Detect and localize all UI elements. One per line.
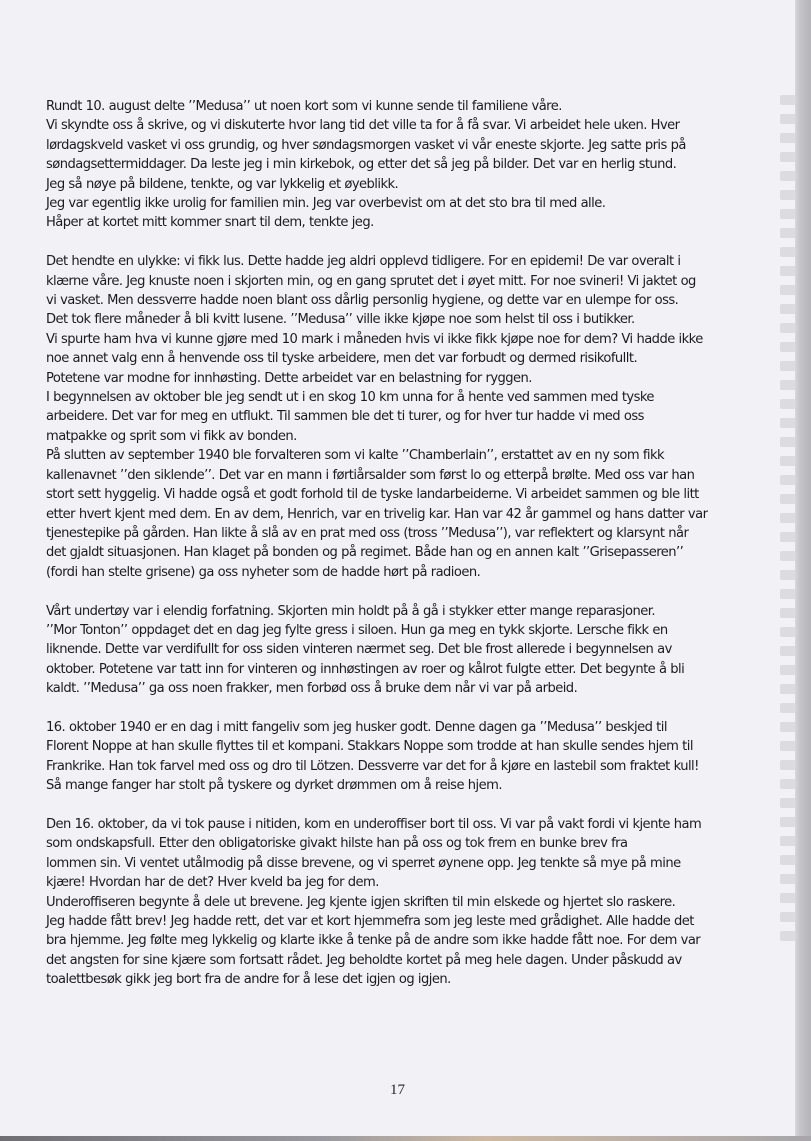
text-line: Håper at kortet mitt kommer snart til dem, tenkte jeg. (46, 215, 374, 231)
text-line: På slutten av september 1940 ble forvalteren som vi kalte ’’Chamberlain’’, erstattet av en ny som fikk (46, 448, 665, 464)
text-line: Vi spurte ham hva vi kunne gjøre med 10 mark i måneden hvis vi ikke fikk kjøpe noe for dem? Vi hadde ikke (46, 331, 703, 347)
text-line: Florent Noppe at han skulle flyttes til et kompani. Stakkars Noppe som trodde at han skulle sendes hjem til (46, 739, 693, 755)
text-line: 16. oktober 1940 er en dag i mitt fangeliv som jeg husker godt. Denne dagen ga ’’Medusa’’ beskjed til (46, 719, 667, 735)
text-line: som ondskapsfull. Etter den obligatoriske givakt hilste han på oss og tok frem en bunke brev fra (46, 836, 628, 852)
text-line: oktober. Potetene var tatt inn for vinteren og innhøstingen av roer og kålrot fulgte etter. Det begynte å bli (46, 661, 685, 677)
page-edge-bottom (0, 1136, 811, 1141)
text-line: (fordi han stelte grisene) ga oss nyheter som de hadde hørt på radioen. (46, 564, 481, 580)
text-line: Frankrike. Han tok farvel med oss og dro til Lötzen. Dessverre var det for å kjøre en lastebil som fraktet kull! (46, 758, 699, 774)
paragraph-lice-and-work (46, 252, 774, 582)
text-line: lørdagskveld vasket vi oss grundig, og hver søndagsmorgen vasket vi vår eneste skjorte. Jeg satte pris på (46, 137, 686, 153)
text-line: matpakke og sprit som vi fikk av bonden. (46, 428, 297, 444)
text-line: Den 16. oktober, da vi tok pause i nitiden, kom en underoffiser bort til oss. Vi var på vakt fordi vi kjente ham (46, 816, 702, 832)
text-line: Det hendte en ulykke: vi fikk lus. Dette hadde jeg aldri opplevd tidligere. For en epidemi! De var overalt i (46, 254, 681, 270)
text-line: stort sett hyggelig. Vi hadde også et godt forhold til de tyske landarbeiderne. Vi arbeidet sammen og ble litt (46, 487, 699, 503)
text-line: Vårt undertøy var i elendig forfatning. Skjorten min holdt på å gå i stykker etter mange reparasjoner. (46, 603, 655, 619)
text-line: noe annet valg enn å henvende oss til tyske arbeidere, men det var forbudt og dermed risikofullt. (46, 351, 638, 367)
paragraph-letters (46, 815, 774, 990)
text-line: Det tok flere måneder å bli kvitt lusene. ’’Medusa’’ ville ikke kjøpe noe som helst til oss i butikker. (46, 312, 635, 328)
text-line: tjenestepike på gården. Han likte å slå av en prat med oss (tross ’’Medusa’’), var reflektert og klarsynt når (46, 525, 689, 541)
text-line: kaldt. ’’Medusa’’ ga oss noen frakker, men forbød oss å bruke dem når vi var på arbeid. (46, 681, 578, 697)
text-line: I begynnelsen av oktober ble jeg sendt ut i en skog 10 km unna for å hente ved sammen med tyske (46, 390, 654, 406)
text-line: kjære! Hvordan har de det? Hver kveld ba jeg for dem. (46, 875, 379, 891)
paragraph-noppe (46, 718, 774, 796)
text-line: liknende. Dette var verdifullt for oss siden vinteren nærmet seg. Det ble frost allerede i begynnelsen av (46, 642, 672, 658)
text-line: Potetene var modne for innhøsting. Dette arbeidet var en belastning for ryggen. (46, 370, 532, 386)
text-line: klærne våre. Jeg knuste noen i skjorten min, og en gang sprutet det i øyet mitt. For noe svineri! Vi jaktet og (46, 273, 696, 289)
text-line: det angsten for sine kjære som fortsatt rådet. Jeg beholdte kortet på meg hele dagen. Under påskudd av (46, 952, 682, 968)
text-line: Jeg så nøye på bildene, tenkte, og var lykkelig et øyeblikk. (46, 176, 399, 192)
text-line: ’’Mor Tonton’’ oppdaget det en dag jeg fylte gress i siloen. Hun ga meg en tykk skjorte. Lersche fikk en (46, 622, 668, 638)
text-line: kallenavnet ’’den siklende’’. Det var en mann i førtiårsalder som først lo og etterpå brølte. Med oss var han (46, 467, 695, 483)
text-line: arbeidere. Det var for meg en utflukt. Til sammen ble det ti turer, og for hver tur hadde vi med oss (46, 409, 644, 425)
text-line: bra hjemme. Jeg følte meg lykkelig og klarte ikke å tenke på de andre som ikke hadde fått noe. For dem var (46, 933, 701, 949)
paragraph-underwear (46, 602, 774, 699)
text-line: Vi skyndte oss å skrive, og vi diskuterte hvor lang tid det ville ta for å få svar. Vi arbeidet hele uken. Hver (46, 118, 680, 134)
text-line: etter hvert kjent med dem. En av dem, Henrich, var en trivelig kar. Han var 42 år gammel og hans datter var (46, 506, 708, 522)
text-line: Så mange fanger har stolt på tyskere og dyrket drømmen om å reise hjem. (46, 778, 502, 794)
page-number: 17 (390, 1082, 405, 1098)
text-line: det gjaldt situasjonen. Han klaget på bonden og på regimet. Både han og en annen kalt ’’Grisepasseren’’ (46, 545, 684, 561)
paragraph-postcards (46, 97, 774, 233)
page-edge-right (795, 0, 811, 1141)
text-line: toalettbesøk gikk jeg bort fra de andre for å lese det igjen og igjen. (46, 972, 451, 988)
text-line: søndagsettermiddager. Da leste jeg i min kirkebok, og etter det så jeg på bilder. Det var en herlig stund. (46, 157, 677, 173)
text-line: lommen sin. Vi ventet utålmodig på disse brevene, og vi sperret øynene opp. Jeg tenkte så mye på mine (46, 855, 681, 871)
text-line: vi vasket. Men dessverre hadde noen blant oss dårlig personlig hygiene, og dette var en ulempe for oss. (46, 293, 679, 309)
text-line: Jeg var egentlig ikke urolig for familien min. Jeg var overbevist om at det sto bra til med alle. (46, 196, 606, 212)
text-line: Rundt 10. august delte ’’Medusa’’ ut noen kort som vi kunne sende til familiene våre. (46, 99, 562, 114)
text-line: Underoffiseren begynte å dele ut brevene. Jeg kjente igjen skriften til min elskede og hjertet slo raskere. (46, 894, 676, 910)
body-text (46, 97, 774, 1009)
text-line: Jeg hadde fått brev! Jeg hadde rett, det var et kort hjemmefra som jeg leste med grådighet. Alle hadde det (46, 914, 694, 929)
